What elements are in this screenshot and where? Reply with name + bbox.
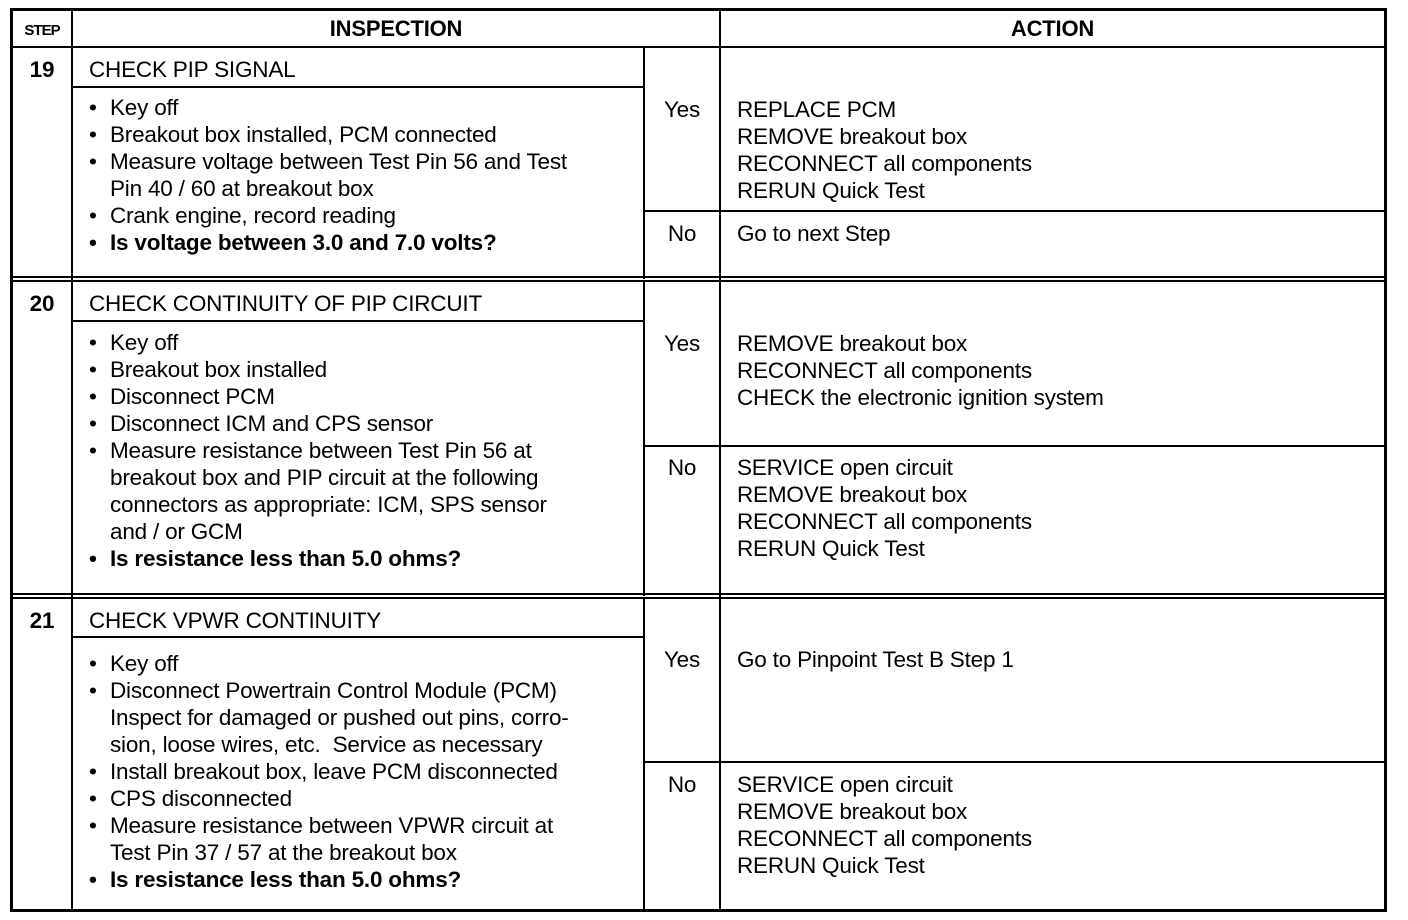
action-item: REMOVE breakout box xyxy=(737,482,968,507)
header-step: STEP xyxy=(24,22,60,39)
action-column-divider xyxy=(719,8,721,912)
action-list-yes xyxy=(737,646,1014,673)
answer-no: No xyxy=(667,221,697,246)
step-title: CHECK PIP SIGNAL xyxy=(89,57,296,82)
inspection-item: • Disconnect Powertrain Control Module (PCM) Inspect for damaged or pushed out pins, corro- sion, loose wires, etc. Service as necessary xyxy=(89,677,639,758)
header-inspection: INSPECTION xyxy=(329,16,463,41)
title-underline xyxy=(73,636,645,638)
answer-yes: Yes xyxy=(663,331,701,356)
action-item: SERVICE open circuit xyxy=(737,455,953,480)
inspection-list xyxy=(89,329,639,572)
inspection-list xyxy=(89,94,639,256)
action-item: Go to next Step xyxy=(737,221,891,246)
action-item: SERVICE open circuit xyxy=(737,772,953,797)
row-separator xyxy=(10,597,1387,599)
title-underline xyxy=(73,86,645,88)
inspection-item: • CPS disconnected xyxy=(89,785,639,812)
action-item: RECONNECT all components xyxy=(737,358,1032,383)
table-border-top xyxy=(10,8,1387,11)
inspection-item: • Disconnect ICM and CPS sensor xyxy=(89,410,639,437)
action-item: RERUN Quick Test xyxy=(737,536,925,561)
inspection-item: • Measure voltage between Test Pin 56 and Test Pin 40 / 60 at breakout box xyxy=(89,148,639,202)
answer-yes: Yes xyxy=(663,647,701,672)
action-item: RECONNECT all components xyxy=(737,826,1032,851)
action-item: RERUN Quick Test xyxy=(737,178,925,203)
action-item: REMOVE breakout box xyxy=(737,331,968,356)
outcome-divider xyxy=(643,761,1387,763)
inspection-item: • Breakout box installed, PCM connected xyxy=(89,121,639,148)
action-item: CHECK the electronic ignition system xyxy=(737,385,1104,410)
action-list-no xyxy=(737,454,1032,562)
action-item: Go to Pinpoint Test B Step 1 xyxy=(737,647,1014,672)
action-item: REPLACE PCM xyxy=(737,97,897,122)
outcome-divider xyxy=(643,210,1387,212)
header-divider xyxy=(10,46,1387,48)
inspection-item: • Measure resistance between Test Pin 56 at breakout box and PIP circuit at the following connectors as appropriate: ICM, SPS sensor and / or GCM xyxy=(89,437,639,545)
row-separator xyxy=(10,276,1387,278)
action-item: REMOVE breakout box xyxy=(737,799,968,824)
title-underline xyxy=(73,320,645,322)
step-number: 19 xyxy=(29,57,55,82)
action-item: RECONNECT all components xyxy=(737,151,1032,176)
action-item: REMOVE breakout box xyxy=(737,124,968,149)
inspection-item: • Breakout box installed xyxy=(89,356,639,383)
inspection-item: • Disconnect PCM xyxy=(89,383,639,410)
inspection-question: • Is resistance less than 5.0 ohms? xyxy=(89,545,639,572)
inspection-item: • Install breakout box, leave PCM disconnected xyxy=(89,758,639,785)
step-number: 20 xyxy=(29,291,55,316)
action-list-yes xyxy=(737,330,1104,411)
action-list-no xyxy=(737,220,890,247)
inspection-item: • Crank engine, record reading xyxy=(89,202,639,229)
yes-no-column-divider-r21 xyxy=(643,598,645,911)
action-item: RERUN Quick Test xyxy=(737,853,925,878)
step-title: CHECK VPWR CONTINUITY xyxy=(89,608,382,633)
row-separator xyxy=(10,593,1387,595)
action-list-no xyxy=(737,771,1032,879)
table-border-left xyxy=(10,8,13,912)
step-column-divider xyxy=(71,8,73,912)
row-separator xyxy=(10,280,1387,282)
action-list-yes xyxy=(737,96,1032,204)
inspection-item: • Key off xyxy=(89,650,639,677)
outcome-divider xyxy=(643,445,1387,447)
inspection-item: • Key off xyxy=(89,329,639,356)
answer-no: No xyxy=(667,455,697,480)
inspection-item: • Key off xyxy=(89,94,639,121)
step-title: CHECK CONTINUITY OF PIP CIRCUIT xyxy=(89,291,482,316)
step-number: 21 xyxy=(29,608,55,633)
inspection-list xyxy=(89,650,639,893)
inspection-question: • Is voltage between 3.0 and 7.0 volts? xyxy=(89,229,639,256)
table-border-right xyxy=(1384,8,1387,912)
inspection-item: • Measure resistance between VPWR circuit at Test Pin 37 / 57 at the breakout box xyxy=(89,812,639,866)
yes-no-column-divider-r20 xyxy=(643,281,645,596)
action-item: RECONNECT all components xyxy=(737,509,1032,534)
table-border-bottom xyxy=(10,909,1387,912)
header-action: ACTION xyxy=(1010,16,1095,41)
answer-yes: Yes xyxy=(663,97,701,122)
inspection-question: • Is resistance less than 5.0 ohms? xyxy=(89,866,639,893)
answer-no: No xyxy=(667,772,697,797)
